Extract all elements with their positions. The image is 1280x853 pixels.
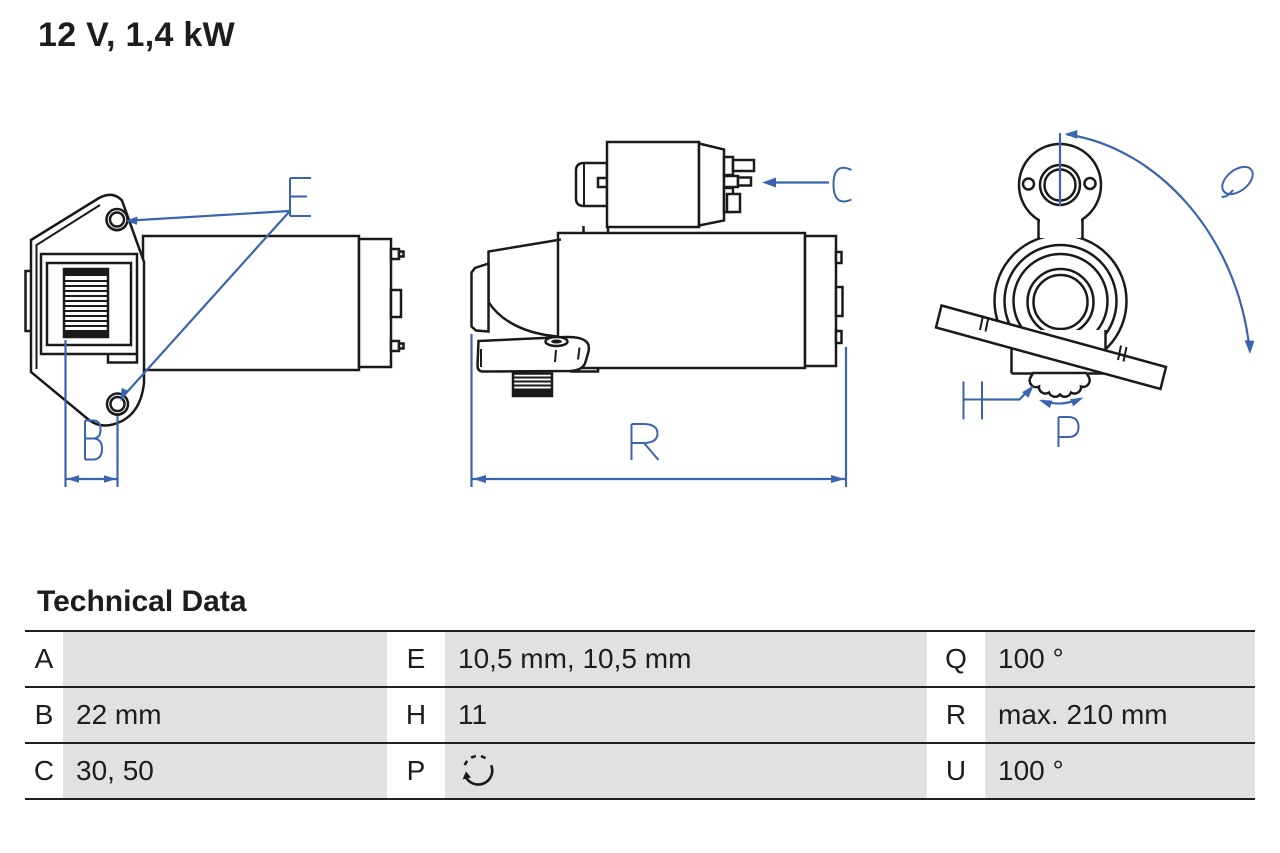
- cell-label-U: U: [927, 744, 985, 798]
- table-row: [25, 688, 1255, 744]
- cell-label-E: E: [387, 632, 445, 686]
- cell-label-C: C: [25, 744, 63, 798]
- cell-value-H: 11: [445, 688, 927, 742]
- cell-value-U: 100 °: [985, 744, 1255, 798]
- cell-value-P: [445, 744, 927, 798]
- cell-value-B: 22 mm: [63, 688, 387, 742]
- table-row: [25, 632, 1255, 688]
- cell-value-E: 10,5 mm, 10,5 mm: [445, 632, 927, 686]
- table-row: [25, 744, 1255, 800]
- technical-data-table: [25, 630, 1255, 800]
- cell-label-H: H: [387, 688, 445, 742]
- cell-value-Q: 100 °: [985, 632, 1255, 686]
- cell-label-B: B: [25, 688, 63, 742]
- end-view-drawing: [26, 195, 404, 426]
- cell-label-P: P: [387, 744, 445, 798]
- rotation-direction-icon: [458, 749, 498, 793]
- page-title: 12 V, 1,4 kW: [38, 16, 236, 54]
- cell-value-A: [63, 632, 387, 686]
- dimension-label-P: [1039, 398, 1084, 448]
- cell-label-R: R: [927, 688, 985, 742]
- rear-view-drawing: [936, 144, 1166, 397]
- dimension-label-H: [964, 382, 1034, 420]
- cell-label-Q: Q: [927, 632, 985, 686]
- cell-value-C: 30, 50: [63, 744, 387, 798]
- cell-value-R: max. 210 mm: [985, 688, 1255, 742]
- side-view-drawing: [472, 142, 843, 397]
- cell-label-A: A: [25, 632, 63, 686]
- technical-data-heading: Technical Data: [37, 585, 247, 618]
- dimension-label-C: [762, 168, 852, 202]
